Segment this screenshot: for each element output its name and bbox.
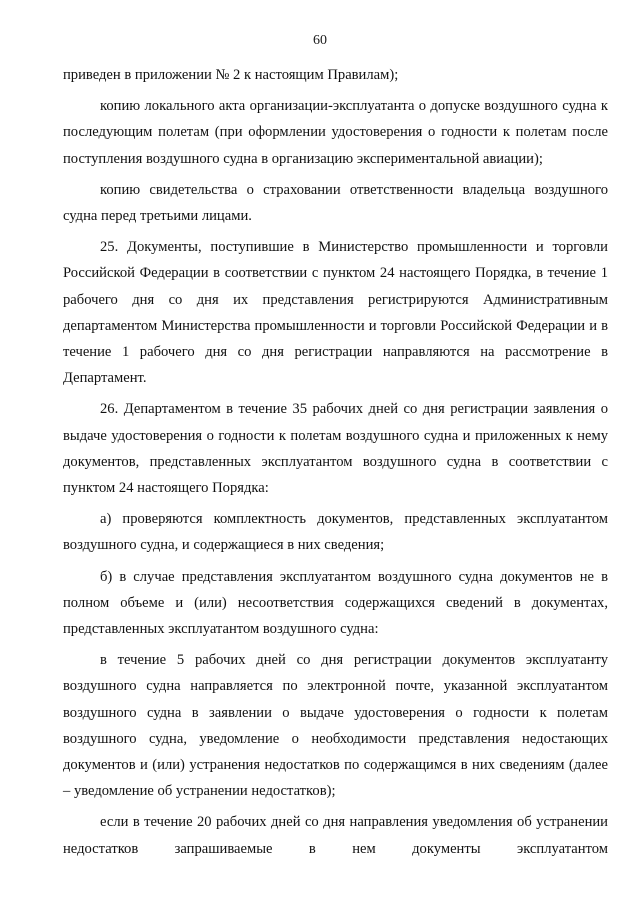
paragraph-if-20-days: если в течение 20 рабочих дней со дня направления уведомления об устранении недостатков запрашиваемые в нем документы эксплуатантом xyxy=(63,814,608,857)
paragraph-continuation: приведен в приложении № 2 к настоящим Правилам); xyxy=(63,67,399,83)
paragraph-item-26: 26. Департаментом в течение 35 рабочих дней со дня регистрации заявления о выдаче удостоверения о годности к полетам воздушного судна и приложенных к нему документов, представленных эксплуатантом воздушного судна в соответствии с пунктом 24 настоящего Порядка: xyxy=(63,401,608,497)
paragraph-local-act: копию локального акта организации-эксплуатанта о допуске воздушного судна к последующим полетам (при оформлении удостоверения о годности к полетам после поступления воздушного судна в организацию экспериментальной авиации); xyxy=(63,98,608,167)
paragraph-insurance: копию свидетельства о страховании ответственности владельца воздушного судна перед третьими лицами. xyxy=(63,181,608,225)
paragraph-subitem-b: б) в случае представления эксплуатантом воздушного судна документов не в полном объеме и (или) несоответствия содержащихся сведений в документах, представленных эксплуатантом воздушного судна: xyxy=(63,568,608,638)
paragraph-subitem-a: а) проверяются комплектность документов, представленных эксплуатантом воздушного судна, и содержащиеся в них сведения; xyxy=(63,511,608,554)
paragraph-item-25: 25. Документы, поступившие в Министерство промышленности и торговли Российской Федерации в соответствии с пунктом 24 настоящего Порядка, в течение 1 рабочего дня со дня их представления регистрируются Административным департаментом Министерства промышленности и торговли Российской Федерации и в течение 1 рабочего дня со дня регистрации направляются на рассмотрение в Департамент. xyxy=(63,239,608,387)
page-number: 60 xyxy=(313,33,327,48)
document-body xyxy=(63,62,608,862)
paragraph-notification: в течение 5 рабочих дней со дня регистрации документов эксплуатанту воздушного судна направляется по электронной почте, указанной эксплуатантом воздушного судна в заявлении о выдаче удостоверения о годности к полетам воздушного судна, уведомление о необходимости представления недостающих документов и (или) устранения недостатков по содержащимся в них сведениям (далее – уведомление об устранении недостатков); xyxy=(63,652,608,800)
